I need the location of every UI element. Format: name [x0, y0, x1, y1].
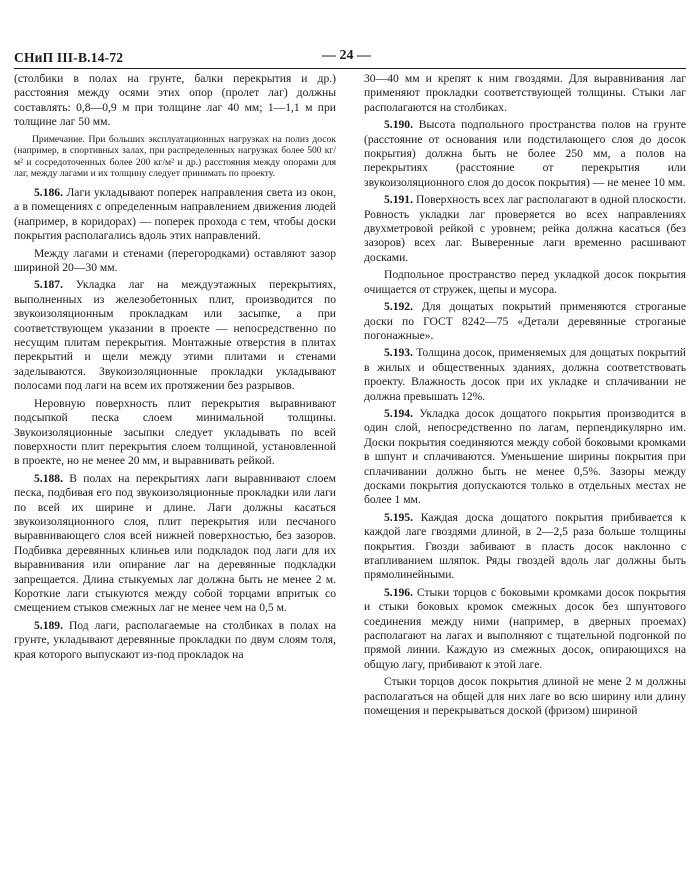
paragraph-text: 30—40 мм и крепят к ним гвоздями. Для выравнивания лаг применяют прокладки соответствующей толщины. Стыки лаг располагаются на столбиках. — [364, 72, 686, 114]
paragraph — [14, 397, 336, 469]
paragraph — [14, 472, 336, 616]
right-column — [364, 72, 686, 721]
paragraph-text: Лаги укладывают поперек направления света из окон, а в помещениях с определенным направлением движения людей (например, в коридорах) — поперек прохода с тем, чтобы доски покрытия располагались вдоль этих направлений. — [14, 186, 336, 243]
paragraph-text: Высота подпольного пространства полов на грунте (расстояние от основания или подстилающего слоя до досок покрытия) должна быть не более 250 мм, а полов на перекрытиях (расстояние от перекрытия или звукоизоляционного слоя до досок покрытия) — не менее 10 мм. — [364, 118, 686, 189]
paragraph-text: Укладка досок дощатого покрытия производится в один слой, непосредственно по лагам, перпендикулярно им. Доски покрытия соединяются между собой боковыми кромками в шпунт и сплачиваются. Уменьшение ширины покрытия при сплачивании должно быть не менее 0,5%. Зазоры между досками покрытия допускаются только в отдельных местах не более 1 мм. — [364, 406, 686, 507]
paragraph-text: Между лагами и стенами (перегородками) оставляют зазор шириной 20—30 мм. — [14, 246, 336, 275]
paragraph-text: Неровную поверхность плит перекрытия выравнивают подсыпкой песка слоем минимальной толщины. Звукоизоляционные засыпки следует укладывать по всей поверхности плит перекрытия слоем толщиной, установленной в проекте, но не менее 20 мм, и выравнивать рейкой. — [14, 396, 336, 468]
paragraph-text: В полах на перекрытиях лаги выравнивают слоем песка, подбивая его под звукоизоляционные прокладки или лаги по всей их ширине и длине. Лаги должны касаться звукоизоляционного слоя, плит перекрытия или песчаного выравнивающего слоя всей нижней поверхностью, без зазоров. Подбивка деревянных клиньев или подкладок под лаги для их выравнивания или опирание лаг на деревянные подкладки запрещается. Длина стыкуемых лаг должна быть не менее 2 м. Короткие лаги стыкуются между собой торцами впритык со смещением стыков смежных лаг не менее чем на 0,5 м. — [14, 471, 336, 615]
page-number: — 24 — — [322, 48, 371, 63]
paragraph — [364, 511, 686, 583]
paragraph — [364, 346, 686, 404]
paragraph — [14, 619, 336, 662]
paragraph-text: Укладка лаг на междуэтажных перекрытиях, выполненных из железобетонных плит, производится по звукоизоляционным прокладкам или засыпке, а при соответствующем указании в проекте — непосредственно по несущим плитам перекрытия. Монтажные отверстия в плитах перекрытий и щели между этими плитами и стенами заделываются. Звукоизоляционные прокладки укладывают полосами под лаги на всем их протяжении без разрывов. — [14, 278, 336, 393]
clause-number: 5.192. — [384, 300, 413, 314]
clause-number: 5.188. — [34, 471, 63, 485]
paragraph-text: Поверхность всех лаг располагают в одной плоскости. Ровность укладки лаг проверяется во всех направлениях двухметровой рейкой с уровнем; рейка должна касаться (без зазоров) всех лаг. Выверенные лаги временно расшивают досками. — [364, 193, 687, 264]
clause-number: 5.194. — [384, 406, 413, 420]
clause-number: 5.195. — [384, 510, 413, 524]
note-text: Примечание. При больших эксплуатационных нагрузках на полиз досок (например, в спортивных залах, при распределенных нагрузках более 500 кг/м² и сосредоточенных более 200 кг/м² и др.) расстояния между опорами для лаг, между лагами и их толщину следует принимать по проекту. — [14, 133, 336, 180]
clause-number: 5.193. — [384, 346, 413, 360]
paragraph — [364, 407, 686, 508]
note-paragraph — [14, 134, 336, 180]
paragraph-text: Каждая доска дощатого покрытия прибивается к каждой лаге гвоздями длиной, в 2—2,5 раза больше толщины покрытия. Гвозди забивают в пласть досок наклонно с втапливанием шляпок. Ряды гвоздей вдоль лаг должны быть прямолинейными. — [364, 510, 686, 582]
paragraph-text: Стыки торцов с боковыми кромками досок покрытия и стыки боковых кромок смежных досок без шпунтового соединения между ними (например, в дверных проемах) располагают на лагах и выполняют с тщательной подгонкой по прямой линии. Каждую из смежных досок, опирающихся на общую лагу, прибивают к этой лаге. — [364, 585, 686, 671]
paragraph-text: Стыки торцов досок покрытия длиной не мене 2 м должны располагаться на общей для них лаге во всю ширину или длину помещения и перекрываться доской (фризом) шириной — [364, 675, 686, 718]
paragraph — [364, 118, 686, 190]
paragraph — [14, 186, 336, 244]
clause-number: 5.190. — [384, 118, 413, 132]
clause-number: 5.196. — [384, 585, 413, 599]
paragraph-text: (столбики в полах на грунте, балки перекрытия и др.) расстояния между осями этих опор (пролет лаг) должны составлять: 0,8—0,9 м при толщине лаг 40 мм; 1—1,1 м при толщине лаг 50 мм. — [14, 72, 336, 129]
header-rule — [14, 68, 686, 69]
paragraph — [364, 675, 686, 718]
paragraph — [364, 586, 686, 672]
document-code: СНиП III-В.14-72 — [14, 50, 124, 65]
clause-number: 5.189. — [34, 618, 63, 632]
paragraph-text: Для дощатых покрытий применяются строганые доски по ГОСТ 8242—75 «Детали деревянные строганые погонажные». — [364, 300, 686, 342]
clause-number: 5.187. — [34, 278, 63, 292]
paragraph-text: Толщина досок, применяемых для дощатых покрытий в жилых и общественных зданиях, должна соответствовать проекту. Влажность досок при их укладке и сплачивании не должна превышать 12%. — [364, 346, 686, 403]
left-column — [14, 72, 336, 665]
paragraph-text: Подпольное пространство перед укладкой досок покрытия очищается от стружек, щепы и мусора. — [364, 268, 686, 296]
paragraph — [364, 268, 686, 297]
paragraph — [364, 193, 686, 265]
clause-number: 5.186. — [34, 186, 63, 199]
paragraph — [14, 247, 336, 276]
paragraph-text: Под лаги, располагаемые на столбиках в полах на грунте, укладывают деревянные прокладки по двум слоям толя, края которого выпускают из-под прокладок на — [14, 618, 336, 661]
paragraph — [364, 300, 686, 343]
paragraph — [364, 72, 686, 115]
clause-number: 5.191. — [384, 193, 413, 207]
paragraph — [14, 278, 336, 393]
paragraph — [14, 72, 336, 130]
